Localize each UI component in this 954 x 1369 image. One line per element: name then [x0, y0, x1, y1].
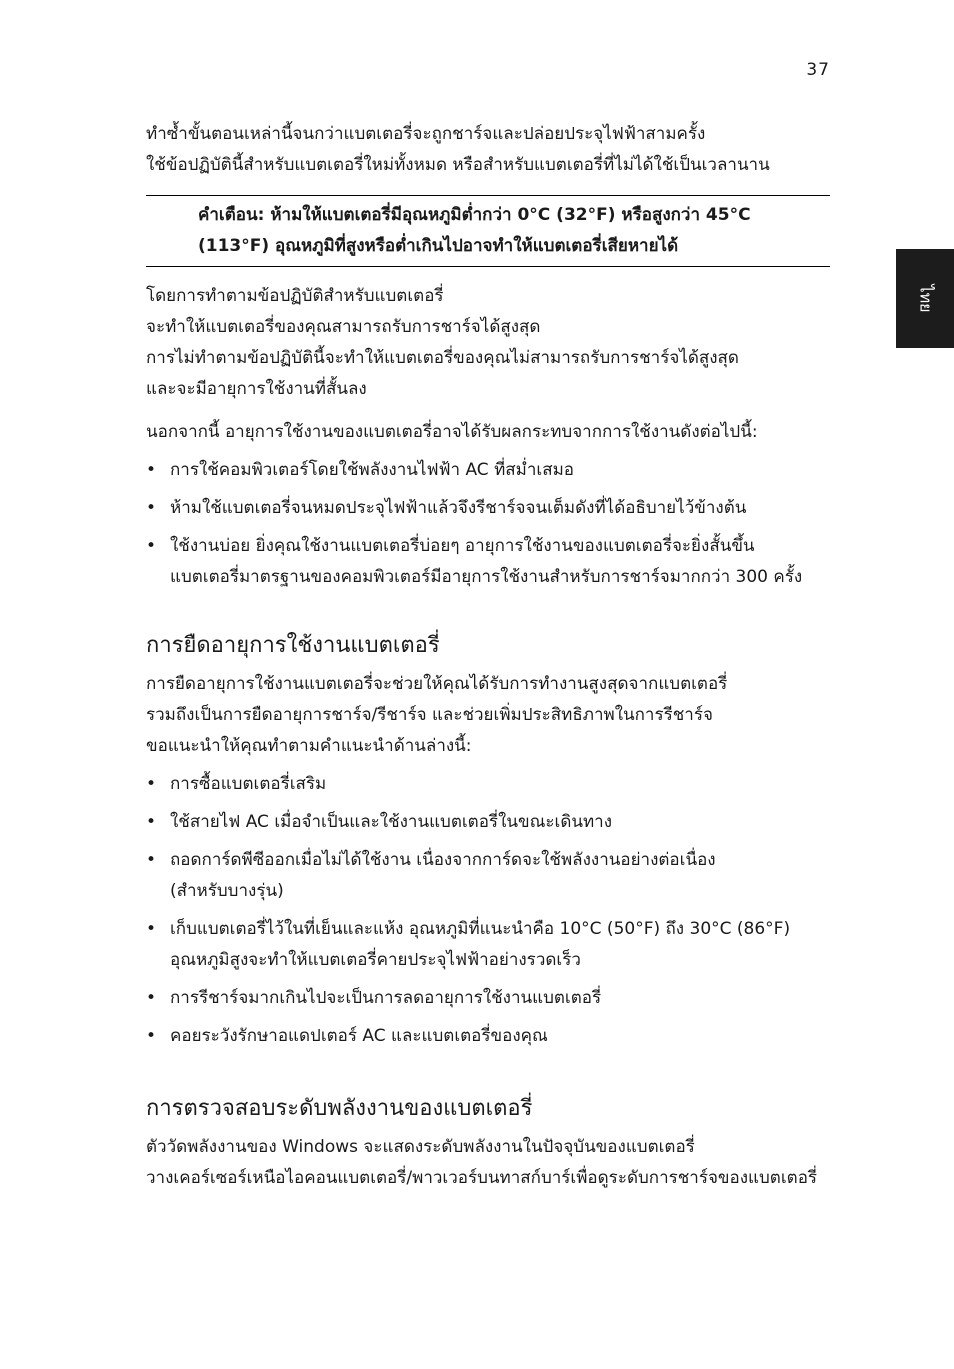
- list-item: [146, 983, 836, 1014]
- usage-effects-intro: นอกจากนี้ อายุการใช้งานของแบตเตอรี่อาจได้รับผลกระทบจากการใช้งานดังต่อไปนี้:: [146, 422, 758, 442]
- list-item-text: อุณหภูมิสูงจะทำให้แบตเตอรี่คายประจุไฟฟ้าอย่างรวดเร็ว: [170, 950, 581, 970]
- intro-line: ใช้ข้อปฏิบัตินี้สำหรับแบตเตอรี่ใหม่ทั้งหมด หรือสำหรับแบตเตอรี่ที่ไม่ได้ใช้เป็นเวลานาน: [146, 155, 770, 175]
- bullet-icon: •: [146, 919, 157, 939]
- list-item: [146, 845, 836, 907]
- extend-battery-life-body: [146, 669, 836, 762]
- language-tab: [896, 249, 954, 348]
- bullet-icon: •: [146, 498, 157, 518]
- bullet-icon: •: [146, 536, 157, 556]
- bullet-icon: •: [146, 988, 157, 1008]
- list-item: [146, 531, 836, 593]
- list-item-text: ใช้งานบ่อย ยิ่งคุณใช้งานแบตเตอรี่บ่อยๆ อายุการใช้งานของแบตเตอรี่จะยิ่งสั้นขึ้น: [170, 536, 755, 556]
- paragraph-line: โดยการทำตามข้อปฏิบัติสำหรับแบตเตอรี่: [146, 286, 444, 306]
- list-item: [146, 914, 836, 976]
- list-item-text: การซื้อแบตเตอรี่เสริม: [170, 774, 327, 794]
- list-item-text: คอยระวังรักษาอแดปเตอร์ AC และแบตเตอรี่ของคุณ: [170, 1026, 548, 1046]
- bullet-icon: •: [146, 1026, 157, 1046]
- bullet-icon: •: [146, 774, 157, 794]
- bullet-icon: •: [146, 850, 157, 870]
- check-battery-level-body: [146, 1132, 836, 1194]
- battery-tips-list: [146, 769, 836, 1052]
- intro-line: ทำซ้ำขั้นตอนเหล่านี้จนกว่าแบตเตอรี่จะถูกชาร์จและปล่อยประจุไฟฟ้าสามครั้ง: [146, 124, 706, 144]
- section-heading-check-battery-level: การตรวจสอบระดับพลังงานของแบตเตอรี่: [146, 1096, 533, 1121]
- list-item-text: ใช้สายไฟ AC เมื่อจำเป็นและใช้งานแบตเตอรี่ในขณะเดินทาง: [170, 812, 613, 832]
- paragraph-line: การไม่ทำตามข้อปฏิบัตินี้จะทำให้แบตเตอรี่ของคุณไม่สามารถรับการชาร์จได้สูงสุด: [146, 348, 739, 368]
- paragraph-line: วางเคอร์เซอร์เหนือไอคอนแบตเตอรี่/พาวเวอร์บนทาสก์บาร์เพื่อดูระดับการชาร์จของแบตเตอรี่: [146, 1168, 818, 1188]
- paragraph-line: รวมถึงเป็นการยืดอายุการชาร์จ/รีชาร์จ และช่วยเพิ่มประสิทธิภาพในการรีชาร์จ: [146, 705, 713, 725]
- list-item: [146, 807, 836, 838]
- list-item: [146, 493, 836, 524]
- warning-line: คำเตือน: ห้ามให้แบตเตอรี่มีอุณหภูมิต่ำกว่า 0°C (32°F) หรือสูงกว่า 45°C: [198, 205, 751, 225]
- list-item-text: ถอดการ์ดพีซีออกเมื่อไม่ได้ใช้งาน เนื่องจากการ์ดจะใช้พลังงานอย่างต่อเนื่อง: [170, 850, 716, 870]
- paragraph-line: ขอแนะนำให้คุณทำตามคำแนะนำด้านล่างนี้:: [146, 736, 472, 756]
- language-tab-label: ไทย: [916, 284, 936, 313]
- paragraph-line: และจะมีอายุการใช้งานที่สั้นลง: [146, 379, 367, 399]
- list-item-text: ห้ามใช้แบตเตอรี่จนหมดประจุไฟฟ้าแล้วจึงรีชาร์จจนเต็มดังที่ได้อธิบายไว้ข้างต้น: [170, 498, 747, 518]
- list-item-text: แบตเตอรี่มาตรฐานของคอมพิวเตอร์มีอายุการใช้งานสำหรับการชาร์จมากกว่า 300 ครั้ง: [170, 567, 803, 587]
- paragraph-line: ตัววัดพลังงานของ Windows จะแสดงระดับพลังงานในปัจจุบันของแบตเตอรี่: [146, 1137, 695, 1157]
- bullet-icon: •: [146, 812, 157, 832]
- list-item: [146, 455, 836, 486]
- paragraph-line: จะทำให้แบตเตอรี่ของคุณสามารถรับการชาร์จได้สูงสุด: [146, 317, 541, 337]
- list-item: [146, 769, 836, 800]
- warning-box: [146, 195, 830, 267]
- bullet-icon: •: [146, 460, 157, 480]
- list-item-text: การรีชาร์จมากเกินไปจะเป็นการลดอายุการใช้งานแบตเตอรี่: [170, 988, 602, 1008]
- list-item-text: การใช้คอมพิวเตอร์โดยใช้พลังงานไฟฟ้า AC ที่สม่ำเสมอ: [170, 460, 575, 480]
- list-item-text: (สำหรับบางรุ่น): [170, 881, 284, 901]
- warning-line: (113°F) อุณหภูมิที่สูงหรือต่ำเกินไปอาจทำให้แบตเตอรี่เสียหายได้: [198, 236, 679, 256]
- document-body: [146, 119, 836, 1194]
- page-number: 37: [806, 60, 830, 80]
- section-heading-extend-battery-life: การยืดอายุการใช้งานแบตเตอรี่: [146, 633, 440, 658]
- list-item: [146, 1021, 836, 1052]
- usage-effects-list: [146, 455, 836, 593]
- battery-care-paragraph: [146, 281, 836, 405]
- paragraph-line: การยืดอายุการใช้งานแบตเตอรี่จะช่วยให้คุณได้รับการทำงานสูงสุดจากแบตเตอรี่: [146, 674, 728, 694]
- list-item-text: เก็บแบตเตอรี่ไว้ในที่เย็นและแห้ง อุณหภูมิที่แนะนำคือ 10°C (50°F) ถึง 30°C (86°F): [170, 919, 791, 939]
